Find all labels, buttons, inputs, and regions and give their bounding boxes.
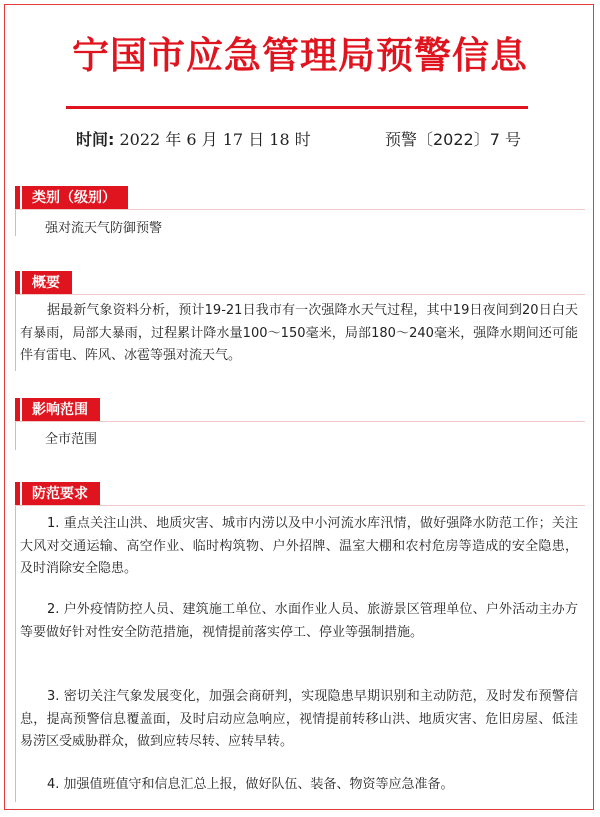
requirement-text: 1. 重点关注山洪、地质灾害、城市内涝以及中小河流水库汛情，做好强降水防范工作；关注大风对交通运输、高空作业、临时构筑物、户外招牌、温室大棚和农村危房等造成的安全隐患，及时消除安全隐患。 — [20, 516, 578, 576]
section-header-scope — [15, 398, 100, 422]
section-marker — [15, 482, 20, 506]
section-marker — [15, 271, 20, 295]
section-header-overview — [15, 271, 72, 295]
section-rule — [15, 421, 585, 422]
scope-text: 全市范围 — [45, 432, 98, 447]
section-rule — [15, 209, 585, 210]
section-marker — [15, 398, 20, 422]
requirement-text: 3. 密切关注气象发展变化，加强会商研判，实现隐患早期识别和主动防范，及时发布预警信息，提高预警信息覆盖面，及时启动应急响应，视情提前转移山洪、地质灾害、危旧房屋、低洼易涝区受威胁群众，做到应转尽转、应转早转。 — [20, 689, 578, 749]
overview-text — [20, 300, 578, 368]
requirement-item-1 — [20, 513, 578, 581]
section-header-category — [15, 186, 128, 210]
requirement-item-2 — [20, 599, 578, 644]
requirement-item-3 — [20, 686, 578, 754]
section-header-requirements — [15, 482, 100, 506]
requirement-text: 2. 户外疫情防控人员、建筑施工单位、水面作业人员、旅游景区管理单位、户外活动主办方等要做好针对性安全防范措施，视情提前落实停工、停业等强制措施。 — [20, 602, 578, 640]
section-label-scope: 影响范围 — [22, 398, 100, 422]
section-marker — [15, 186, 20, 210]
section-label-requirements: 防范要求 — [22, 482, 100, 506]
section-label-category: 类别（级别） — [22, 186, 128, 210]
section-left-line — [15, 482, 16, 802]
title-divider — [66, 106, 528, 109]
section-rule — [15, 505, 585, 506]
warning-number: 预警〔2022〕7 号 — [385, 130, 521, 149]
category-text: 强对流天气防御预警 — [45, 221, 163, 236]
issue-time — [76, 127, 311, 150]
page-title: 宁国市应急管理局预警信息 — [72, 34, 528, 77]
issue-time-label: 时间: — [76, 130, 115, 149]
section-label-overview: 概要 — [22, 271, 72, 295]
requirement-item-4 — [20, 774, 578, 797]
section-rule — [15, 294, 585, 295]
issue-time-value: 2022 年 6 月 17 日 18 时 — [119, 130, 311, 149]
overview-paragraph: 据最新气象资料分析，预计19-21日我市有一次强降水天气过程，其中19日夜间到20日白天有暴雨，局部大暴雨，过程累计降水量100～150毫米，局部180～240毫米，强降水期间还可能伴有雷电、阵风、冰雹等强对流天气。 — [20, 303, 578, 363]
requirement-text: 4. 加强值班值守和信息汇总上报，做好队伍、装备、物资等应急准备。 — [47, 777, 454, 792]
